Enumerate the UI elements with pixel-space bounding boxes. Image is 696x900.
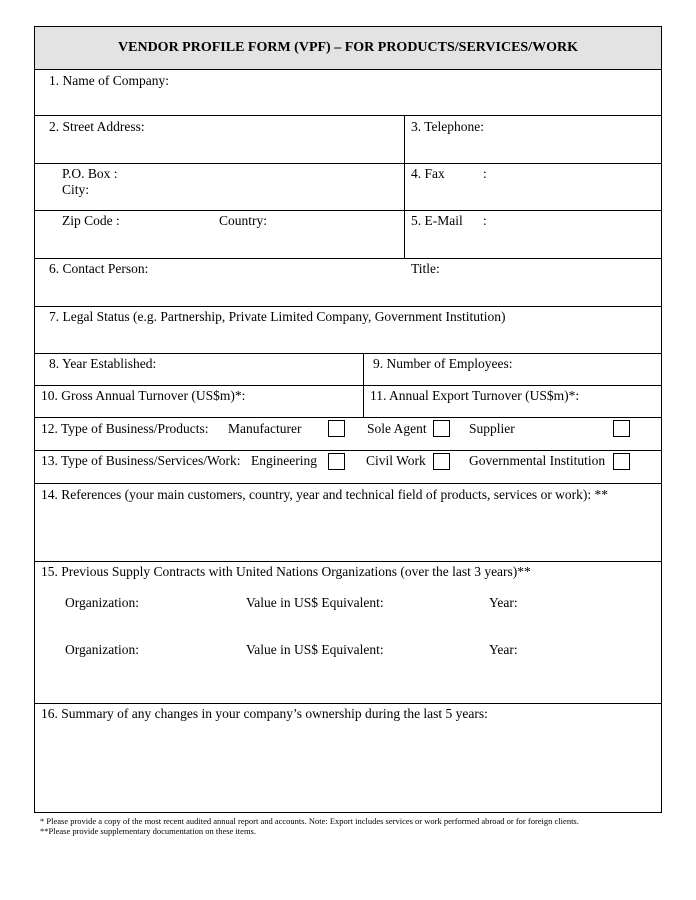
value-label: Value in US$ Equivalent: <box>246 595 384 610</box>
manufacturer-checkbox[interactable] <box>328 420 345 437</box>
governmental-institution-checkbox[interactable] <box>613 453 630 470</box>
city-label: City: <box>62 182 90 197</box>
footnote: **Please provide supplementary documentation on these items. <box>40 826 256 836</box>
references-field[interactable] <box>35 484 661 562</box>
contract-entry[interactable] <box>35 595 661 615</box>
email-label: 5. E-Mail <box>411 213 463 228</box>
business-services-label: 13. Type of Business/Services/Work: <box>41 453 241 468</box>
year-established-field[interactable] <box>35 354 363 385</box>
engineering-label: Engineering <box>251 453 317 468</box>
year-established-label: 8. Year Established: <box>49 356 157 371</box>
export-turnover-label: 11. Annual Export Turnover (US$m)*: <box>370 388 580 403</box>
gross-turnover-field[interactable] <box>35 386 363 417</box>
zip-country-field[interactable] <box>35 211 404 258</box>
footnote: * Please provide a copy of the most recent audited annual report and accounts. Note: Export includes services or work performed abroad or for foreign clients. <box>40 816 579 826</box>
contact-person-field[interactable] <box>35 259 661 307</box>
form-header <box>35 27 661 70</box>
business-services-row <box>35 451 661 484</box>
country-label: Country: <box>219 213 268 228</box>
telephone-field[interactable] <box>405 116 661 163</box>
vendor-profile-form <box>34 26 662 813</box>
legal-status-label: 7. Legal Status (e.g. Partnership, Private Limited Company, Government Institution) <box>49 309 506 324</box>
export-turnover-field[interactable] <box>364 386 661 417</box>
company-name-label: 1. Name of Company: <box>49 73 169 88</box>
street-address-field[interactable] <box>35 116 404 163</box>
telephone-label: 3. Telephone: <box>411 119 485 134</box>
civil-work-checkbox[interactable] <box>433 453 450 470</box>
legal-status-field[interactable] <box>35 307 661 354</box>
street-address-label: 2. Street Address: <box>49 119 145 134</box>
pobox-label: P.O. Box : <box>62 166 118 181</box>
organization-label: Organization: <box>65 642 139 657</box>
manufacturer-label: Manufacturer <box>228 421 302 436</box>
gross-turnover-label: 10. Gross Annual Turnover (US$m)*: <box>41 388 246 403</box>
fax-label: 4. Fax <box>411 166 445 181</box>
contact-title-label: Title: <box>411 261 440 276</box>
ownership-changes-label: 16. Summary of any changes in your company’s ownership during the last 5 years: <box>41 706 488 721</box>
business-products-row <box>35 418 661 451</box>
year-label: Year: <box>489 595 518 610</box>
turnover-row <box>35 386 661 418</box>
address-telephone-row <box>35 116 661 164</box>
employees-field[interactable] <box>364 354 661 385</box>
pobox-fax-row <box>35 164 661 211</box>
business-products-label: 12. Type of Business/Products: <box>41 421 209 436</box>
references-label: 14. References (your main customers, country, year and technical field of products, services or work): ** <box>41 487 609 502</box>
zip-code-label: Zip Code : <box>62 213 120 228</box>
fax-colon: : <box>483 166 487 181</box>
previous-contracts-section <box>35 562 661 704</box>
form-title: VENDOR PROFILE FORM (VPF) – FOR PRODUCTS/SERVICES/WORK <box>118 40 578 55</box>
contract-entry[interactable] <box>35 642 661 662</box>
organization-label: Organization: <box>65 595 139 610</box>
previous-contracts-label: 15. Previous Supply Contracts with United Nations Organizations (over the last 3 years)** <box>41 564 531 579</box>
sole-agent-label: Sole Agent <box>367 421 427 436</box>
ownership-changes-field[interactable] <box>35 704 661 812</box>
employees-label: 9. Number of Employees: <box>373 356 513 371</box>
pobox-city-field[interactable] <box>35 164 404 210</box>
civil-work-label: Civil Work <box>366 453 426 468</box>
engineering-checkbox[interactable] <box>328 453 345 470</box>
year-label: Year: <box>489 642 518 657</box>
zip-email-row <box>35 211 661 259</box>
supplier-label: Supplier <box>469 421 515 436</box>
fax-field[interactable] <box>405 164 661 210</box>
email-field[interactable] <box>405 211 661 258</box>
year-employees-row <box>35 354 661 386</box>
value-label: Value in US$ Equivalent: <box>246 642 384 657</box>
email-colon: : <box>483 213 487 228</box>
supplier-checkbox[interactable] <box>613 420 630 437</box>
company-name-field[interactable] <box>35 70 661 116</box>
sole-agent-checkbox[interactable] <box>433 420 450 437</box>
contact-person-label: 6. Contact Person: <box>49 261 149 276</box>
governmental-institution-label: Governmental Institution <box>469 453 606 468</box>
